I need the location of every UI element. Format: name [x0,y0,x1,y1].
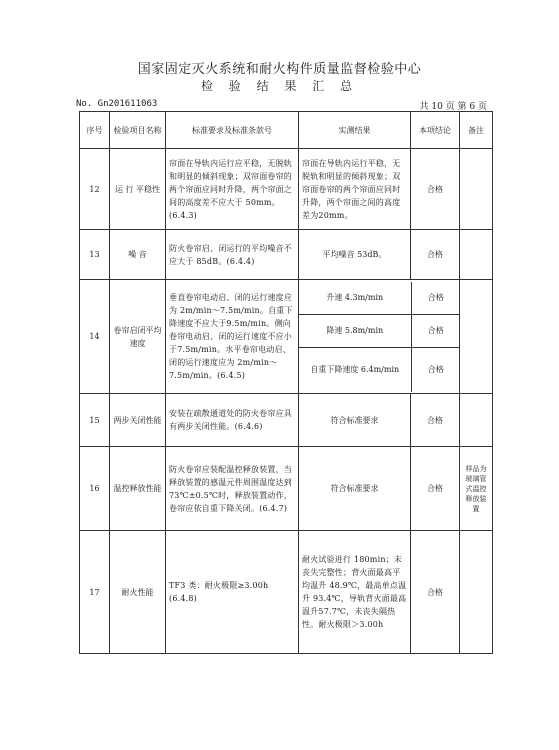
item-name: 噪 音 [110,230,166,280]
result: 符合标准要求 [299,394,411,447]
verdict: 合格 [411,230,460,280]
verdict: 合格 [411,531,460,654]
sub-result-row [299,314,460,347]
item-name: 两步关闭性能 [110,394,166,447]
report-title: 国家固定灭火系统和耐火构件质量监督检验中心 [137,62,422,77]
header-cell: 本项结论 [411,112,460,149]
result: 帘面在导轨内运行平稳，无脱轨和明显的倾斜现象；双帘面卷帘的两个帘面应同时升降，两个帘面之间的高度差为20mm。 [299,149,411,230]
requirement: 帘面在导轨内运行应平稳，无脱轨和明显的倾斜现象；双帘面卷帘的两个帘面应同时升降，两个帘面之间的高度差不应大于 50mm。(6.4.3) [166,149,299,230]
page-info: 共 10 页 第 6 页 [419,102,487,112]
row-number: 16 [80,447,110,531]
verdict: 合格 [411,394,460,447]
table-row [80,280,493,394]
table-row [80,447,493,531]
sub-result: 降速 5.8m/min [299,314,411,347]
row-number: 13 [80,230,110,280]
note: 样品为玻璃管式温控释放装置 [460,447,493,531]
requirement: 防火卷帘启、闭运行的平均噪音不应大于 85dB。(6.4.4) [166,230,299,280]
sub-result: 升速 4.3m/min [299,282,411,315]
result: 耐火试验进行 180min；未丧失完整性；背火面最高平均温升 48.9℃，最高单点温升 93.4℃，导轨背火面最高温升57.7℃，未丧失隔热性。耐火极限＞3.00h [299,531,411,654]
header-cell: 备注 [460,112,493,149]
result: 平均噪音 53dB。 [299,230,411,280]
requirement: TF3 类：耐火极限≥3.00h (6.4.8) [166,531,299,654]
table-row [80,149,493,230]
requirement: 垂直卷帘电动启、闭的运行速度应为 2m/min～7.5m/min。自重下降速度不应大于9.5m/min。侧向卷帘电动启、闭的运行速度不应小于7.5m/min。水平卷帘电动启、闭的运行速度应为 2m/min～7.5m/min。(6.4.5) [166,280,299,394]
table-row [80,394,493,447]
result: 符合标准要求 [299,447,411,531]
row-number: 17 [80,531,110,654]
note [460,531,493,654]
verdict: 合格 [411,149,460,230]
note [460,149,493,230]
row-number: 15 [80,394,110,447]
sub-result-row [299,347,460,392]
table-row [80,531,493,654]
row-number: 12 [80,149,110,230]
item-name: 温控释放性能 [110,447,166,531]
row-number: 14 [80,280,110,394]
header-cell: 检验项目名称 [110,112,166,149]
sub-verdict: 合格 [411,347,460,392]
sub-verdict: 合格 [411,282,460,315]
note [460,280,493,394]
verdict: 合格 [411,447,460,531]
sub-result: 自重下降速度 6.4m/min [299,347,411,392]
table-row [80,230,493,280]
sub-results [299,280,460,394]
header-cell: 序号 [80,112,110,149]
results-table [79,111,493,654]
item-name: 运 行 平稳性 [110,149,166,230]
note [460,230,493,280]
item-name: 卷帘启闭平均速度 [110,280,166,394]
header-cell: 标准要求及标准条款号 [166,112,299,149]
note [460,394,493,447]
sub-verdict: 合格 [411,314,460,347]
requirement: 防火卷帘应装配温控释放装置，当释放装置的感温元件周围温度达到 73℃±0.5℃时，释放装置动作，卷帘应依自重下降关闭。(6.4.7) [166,447,299,531]
report-subtitle: 检 验 结 果 汇 总 [200,79,359,93]
report-number: No. Gn201611063 [76,99,158,109]
requirement: 安装在疏散通道处的防火卷帘应具有两步关闭性能。(6.4.6) [166,394,299,447]
table-header-row [80,112,493,149]
header-cell: 实测结果 [299,112,411,149]
sub-result-row [299,282,460,315]
item-name: 耐火性能 [110,531,166,654]
